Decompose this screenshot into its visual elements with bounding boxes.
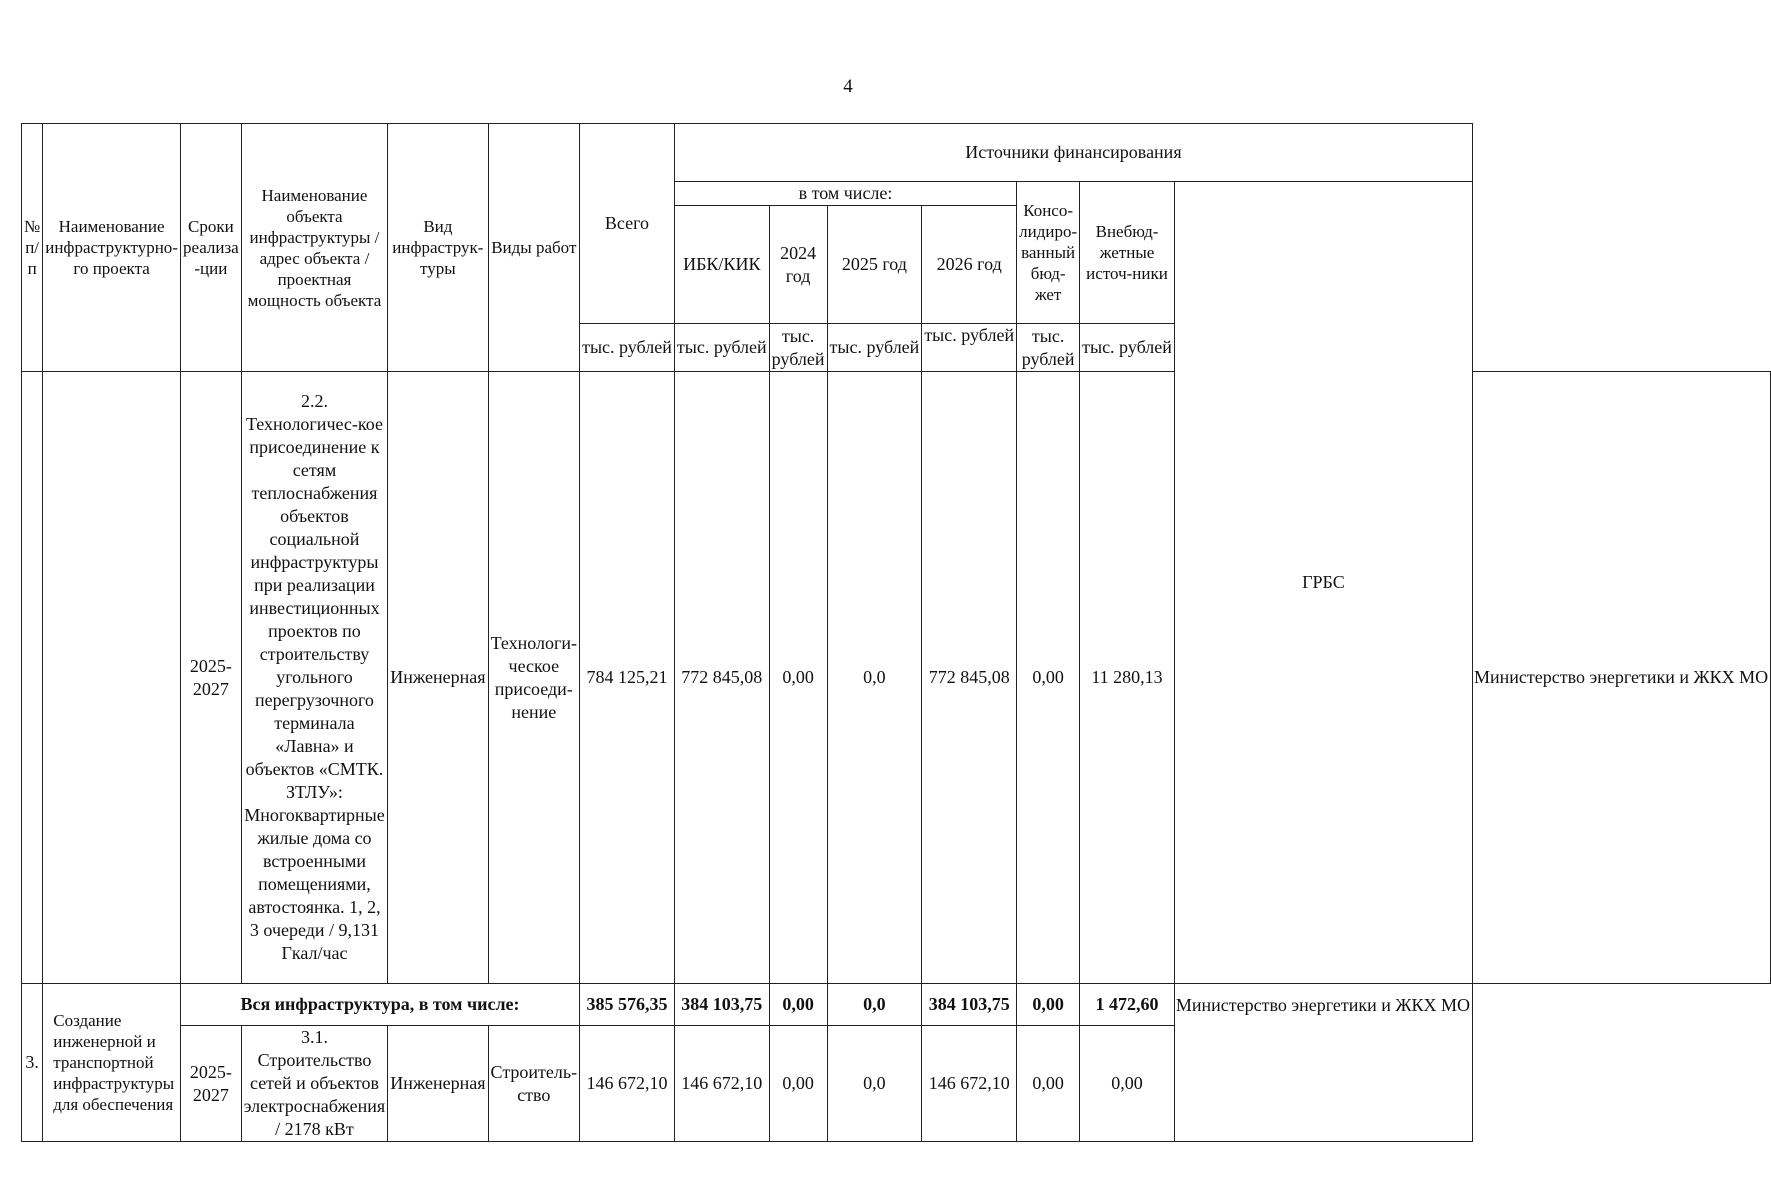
header-sources: Источники финансирования <box>674 124 1472 182</box>
row-3-1-2026: 146 672,10 <box>922 1026 1017 1142</box>
row-3-1-object: 3.1. Строительство сетей и объектов электроснабжения / 2178 кВт <box>241 1026 387 1142</box>
row-2-2-consolidated: 0,00 <box>1017 372 1080 984</box>
header-work-type: Виды работ <box>488 124 580 372</box>
header-ibk: ИБК/КИК <box>674 206 769 324</box>
row-3-1-consolidated: 0,00 <box>1017 1026 1080 1142</box>
table-row <box>22 984 1771 1026</box>
row-3-ibk: 384 103,75 <box>674 984 769 1026</box>
row-2-2-terms: 2025-2027 <box>180 372 241 984</box>
header-object-name: Наименование объекта инфраструктуры / адрес объекта / проектная мощность объекта <box>241 124 387 372</box>
unit-2024: тыс. рублей <box>769 324 827 372</box>
unit-2026: тыс. рублей <box>922 324 1017 372</box>
table-row <box>22 372 1771 984</box>
header-2024: 2024 год <box>769 206 827 324</box>
row-2-2-project <box>43 372 181 984</box>
row-2-2-2026: 772 845,08 <box>922 372 1017 984</box>
row-2-2-object: 2.2. Технологичес-кое присоединение к сетям теплоснабжения объектов социальной инфраструктуры при реализации инвестиционных проектов по строительству угольного перегрузочного терминала «Лавна» и объектов «СМТК. ЗТЛУ»: Многоквартирные жилые дома со встроенными помещениями, автостоянка. 1, 2, 3 очереди / 9,131 Гкал/час <box>241 372 387 984</box>
header-grbs: ГРБС <box>1174 182 1472 984</box>
financing-table <box>21 123 1771 1142</box>
unit-offbudget: тыс. рублей <box>1080 324 1175 372</box>
row-3-grbs: Министерство энергетики и ЖКХ МО <box>1174 984 1472 1142</box>
row-3-1-work: Строитель-ство <box>488 1026 580 1142</box>
row-2-2-2025: 0,0 <box>827 372 922 984</box>
row-3-total: 385 576,35 <box>580 984 675 1026</box>
row-3-1-terms: 2025-2027 <box>180 1026 241 1142</box>
row-3-1-ibk: 146 672,10 <box>674 1026 769 1142</box>
row-3-1-2024: 0,00 <box>769 1026 827 1142</box>
unit-consolidated: тыс. рублей <box>1017 324 1080 372</box>
row-3-1-2025: 0,0 <box>827 1026 922 1142</box>
row-3-1-offbudget: 0,00 <box>1080 1026 1175 1142</box>
unit-total: тыс. рублей <box>580 324 675 372</box>
row-3-num: 3. <box>22 984 43 1142</box>
table-row <box>22 1026 1771 1142</box>
header-2026: 2026 год <box>922 206 1017 324</box>
row-3-all-label: Вся инфраструктура, в том числе: <box>180 984 579 1026</box>
row-2-2-offbudget: 11 280,13 <box>1080 372 1175 984</box>
row-2-2-ibk: 772 845,08 <box>674 372 769 984</box>
row-3-project: Создание инженерной и транспортной инфраструктуры для обеспечения <box>43 984 181 1142</box>
header-num: № п/п <box>22 124 43 372</box>
header-project-name: Наименование инфраструктурно-го проекта <box>43 124 181 372</box>
row-3-2024: 0,00 <box>769 984 827 1026</box>
header-row-1 <box>22 124 1771 182</box>
row-3-1-infra: Инженерная <box>388 1026 488 1142</box>
row-3-consolidated: 0,00 <box>1017 984 1080 1026</box>
header-consolidated: Консо-лидиро-ванный бюд-жет <box>1017 182 1080 324</box>
row-3-2025: 0,0 <box>827 984 922 1026</box>
page-number: 4 <box>843 76 853 97</box>
header-infra-type: Вид инфраструк-туры <box>388 124 488 372</box>
row-3-2026: 384 103,75 <box>922 984 1017 1026</box>
header-total: Всего <box>580 124 675 324</box>
header-offbudget: Внебюд-жетные источ-ники <box>1080 182 1175 324</box>
header-2025: 2025 год <box>827 206 922 324</box>
row-2-2-total: 784 125,21 <box>580 372 675 984</box>
row-3-offbudget: 1 472,60 <box>1080 984 1175 1026</box>
row-2-2-2024: 0,00 <box>769 372 827 984</box>
row-3-1-total: 146 672,10 <box>580 1026 675 1142</box>
header-terms: Сроки реализа -ции <box>180 124 241 372</box>
header-including: в том числе: <box>674 182 1016 206</box>
row-2-2-infra: Инженерная <box>388 372 488 984</box>
row-2-2-num <box>22 372 43 984</box>
row-2-2-grbs: Министерство энергетики и ЖКХ МО <box>1473 372 1771 984</box>
unit-2025: тыс. рублей <box>827 324 922 372</box>
row-2-2-work: Технологи-ческое присоеди-нение <box>488 372 580 984</box>
unit-ibk: тыс. рублей <box>674 324 769 372</box>
